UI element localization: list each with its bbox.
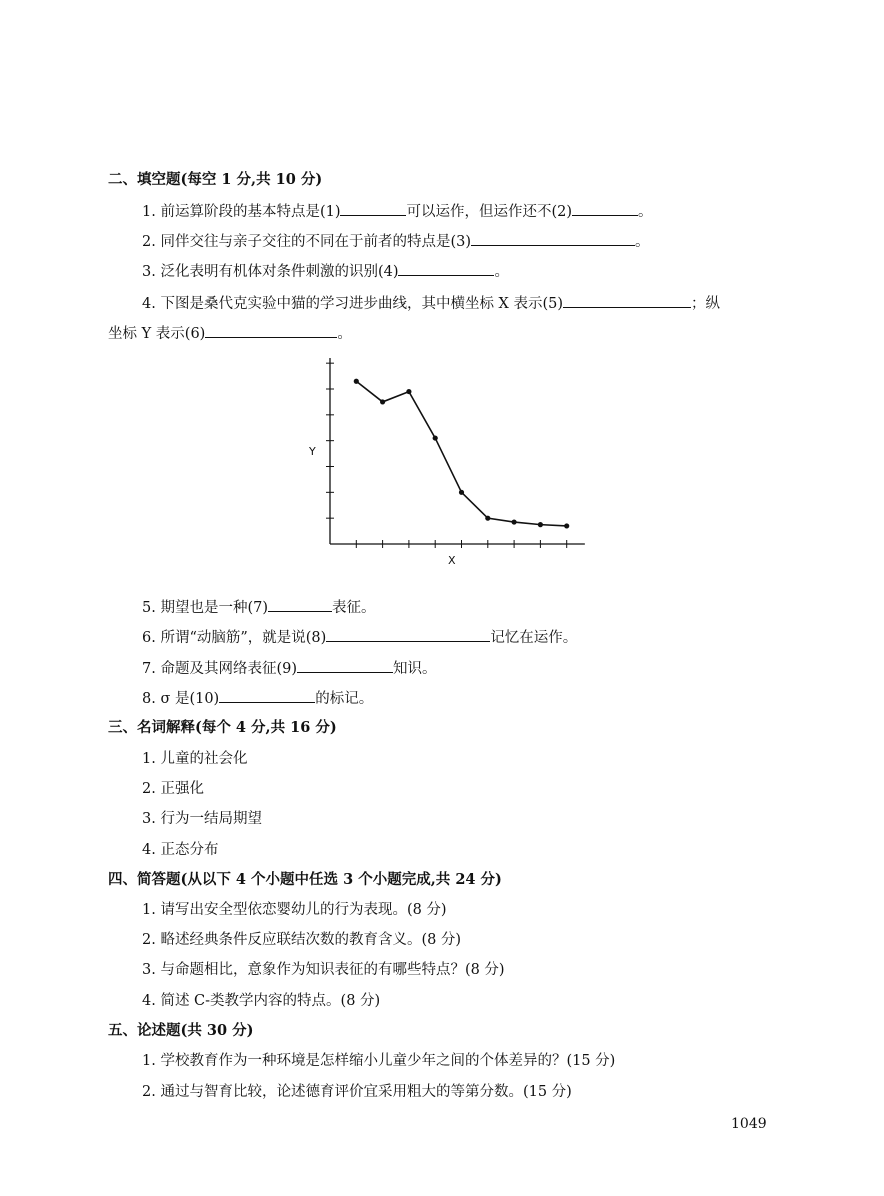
- x-axis-label: X: [447, 554, 456, 567]
- data-point: [354, 379, 359, 384]
- question-2-1: [142, 202, 653, 221]
- section-4-title: 四、简答题(从以下 4 个小题中任选 3 个小题完成,共 24 分): [108, 871, 502, 888]
- y-axis-label: Y: [309, 445, 316, 458]
- section-4-item: 3. 与命题相比，意象作为知识表征的有哪些特点？(8 分): [142, 962, 505, 978]
- question-2-3: [142, 262, 509, 281]
- data-point: [538, 522, 543, 527]
- blank-2[interactable]: [572, 202, 638, 216]
- q3-text-a: 3. 泛化表明有机体对条件刺激的识别(4): [142, 264, 399, 280]
- learning-curve-line: [356, 381, 566, 526]
- question-2-4: [142, 294, 720, 313]
- q1-text-b: 可以运作，但运作还不(2): [406, 204, 573, 220]
- q7-text-a: 7. 命题及其网络表征(9): [142, 661, 297, 677]
- section-2-title: 二、填空题(每空 1 分,共 10 分): [108, 171, 323, 188]
- q5-text-b: 表征。: [331, 600, 376, 616]
- section-5-title: 五、论述题(共 30 分): [108, 1022, 254, 1039]
- data-point: [564, 523, 569, 528]
- q6-text-a: 6. 所谓“动脑筋”，就是说(8): [142, 630, 327, 646]
- question-2-8: [142, 689, 373, 708]
- q6-text-b: 记忆在运作。: [490, 630, 578, 646]
- q7-text-b: 知识。: [392, 661, 437, 677]
- blank-4[interactable]: [398, 262, 494, 276]
- section-5-item: 1. 学校教育作为一种环境是怎样缩小儿童少年之间的个体差异的？(15 分): [142, 1053, 616, 1069]
- q2-text-b: 。: [634, 234, 650, 250]
- blank-3[interactable]: [471, 232, 635, 246]
- data-point: [485, 516, 490, 521]
- section-4-item: 2. 略述经典条件反应联结次数的教育含义。(8 分): [142, 932, 462, 948]
- section-5-item: 2. 通过与智育比较，论述德育评价宜采用粗大的等第分数。(15 分): [142, 1084, 572, 1100]
- section-3-title: 三、名词解释(每个 4 分,共 16 分): [108, 719, 337, 736]
- learning-curve-chart: [300, 350, 590, 575]
- question-2-4-continued: [108, 324, 352, 343]
- question-2-5: [142, 598, 375, 617]
- question-2-6: [142, 628, 577, 647]
- section-3-item: 3. 行为一结局期望: [142, 811, 262, 827]
- data-point: [380, 399, 385, 404]
- blank-6[interactable]: [205, 324, 337, 338]
- q4-text-a: 4. 下图是桑代克实验中猫的学习进步曲线，其中横坐标 X 表示(5): [142, 296, 564, 312]
- data-point: [433, 435, 438, 440]
- q1-text-c: 。: [638, 204, 653, 220]
- question-2-7: [142, 659, 436, 678]
- data-point: [459, 490, 464, 495]
- blank-5[interactable]: [563, 294, 691, 308]
- section-3-item: 1. 儿童的社会化: [142, 751, 248, 767]
- blank-9[interactable]: [297, 659, 393, 673]
- q4-text-b: ；纵: [691, 296, 721, 312]
- question-2-2: [142, 232, 649, 251]
- page-number: 1049: [731, 1116, 767, 1132]
- blank-10[interactable]: [219, 689, 315, 703]
- q8-text-b: 的标记。: [315, 691, 374, 707]
- q1-text-a: 1. 前运算阶段的基本特点是(1): [142, 204, 341, 220]
- data-point: [512, 519, 517, 524]
- section-4-item: 1. 请写出安全型依恋婴幼儿的行为表现。(8 分): [142, 902, 447, 918]
- blank-8[interactable]: [326, 628, 490, 642]
- section-3-item: 4. 正态分布: [142, 842, 219, 858]
- blank-1[interactable]: [340, 202, 406, 216]
- section-3-item: 2. 正强化: [142, 781, 204, 797]
- q8-text-a: 8. σ 是(10): [142, 691, 220, 707]
- q4-text-c: 坐标 Y 表示(6): [108, 326, 206, 342]
- q4-text-d: 。: [337, 326, 352, 342]
- q3-text-b: 。: [494, 264, 509, 280]
- data-point: [406, 389, 411, 394]
- q2-text-a: 2. 同伴交往与亲子交往的不同在于前者的特点是(3): [142, 234, 471, 250]
- section-4-item: 4. 简述 C-类教学内容的特点。(8 分): [142, 993, 381, 1009]
- q5-text-a: 5. 期望也是一种(7): [142, 600, 268, 616]
- blank-7[interactable]: [268, 598, 332, 612]
